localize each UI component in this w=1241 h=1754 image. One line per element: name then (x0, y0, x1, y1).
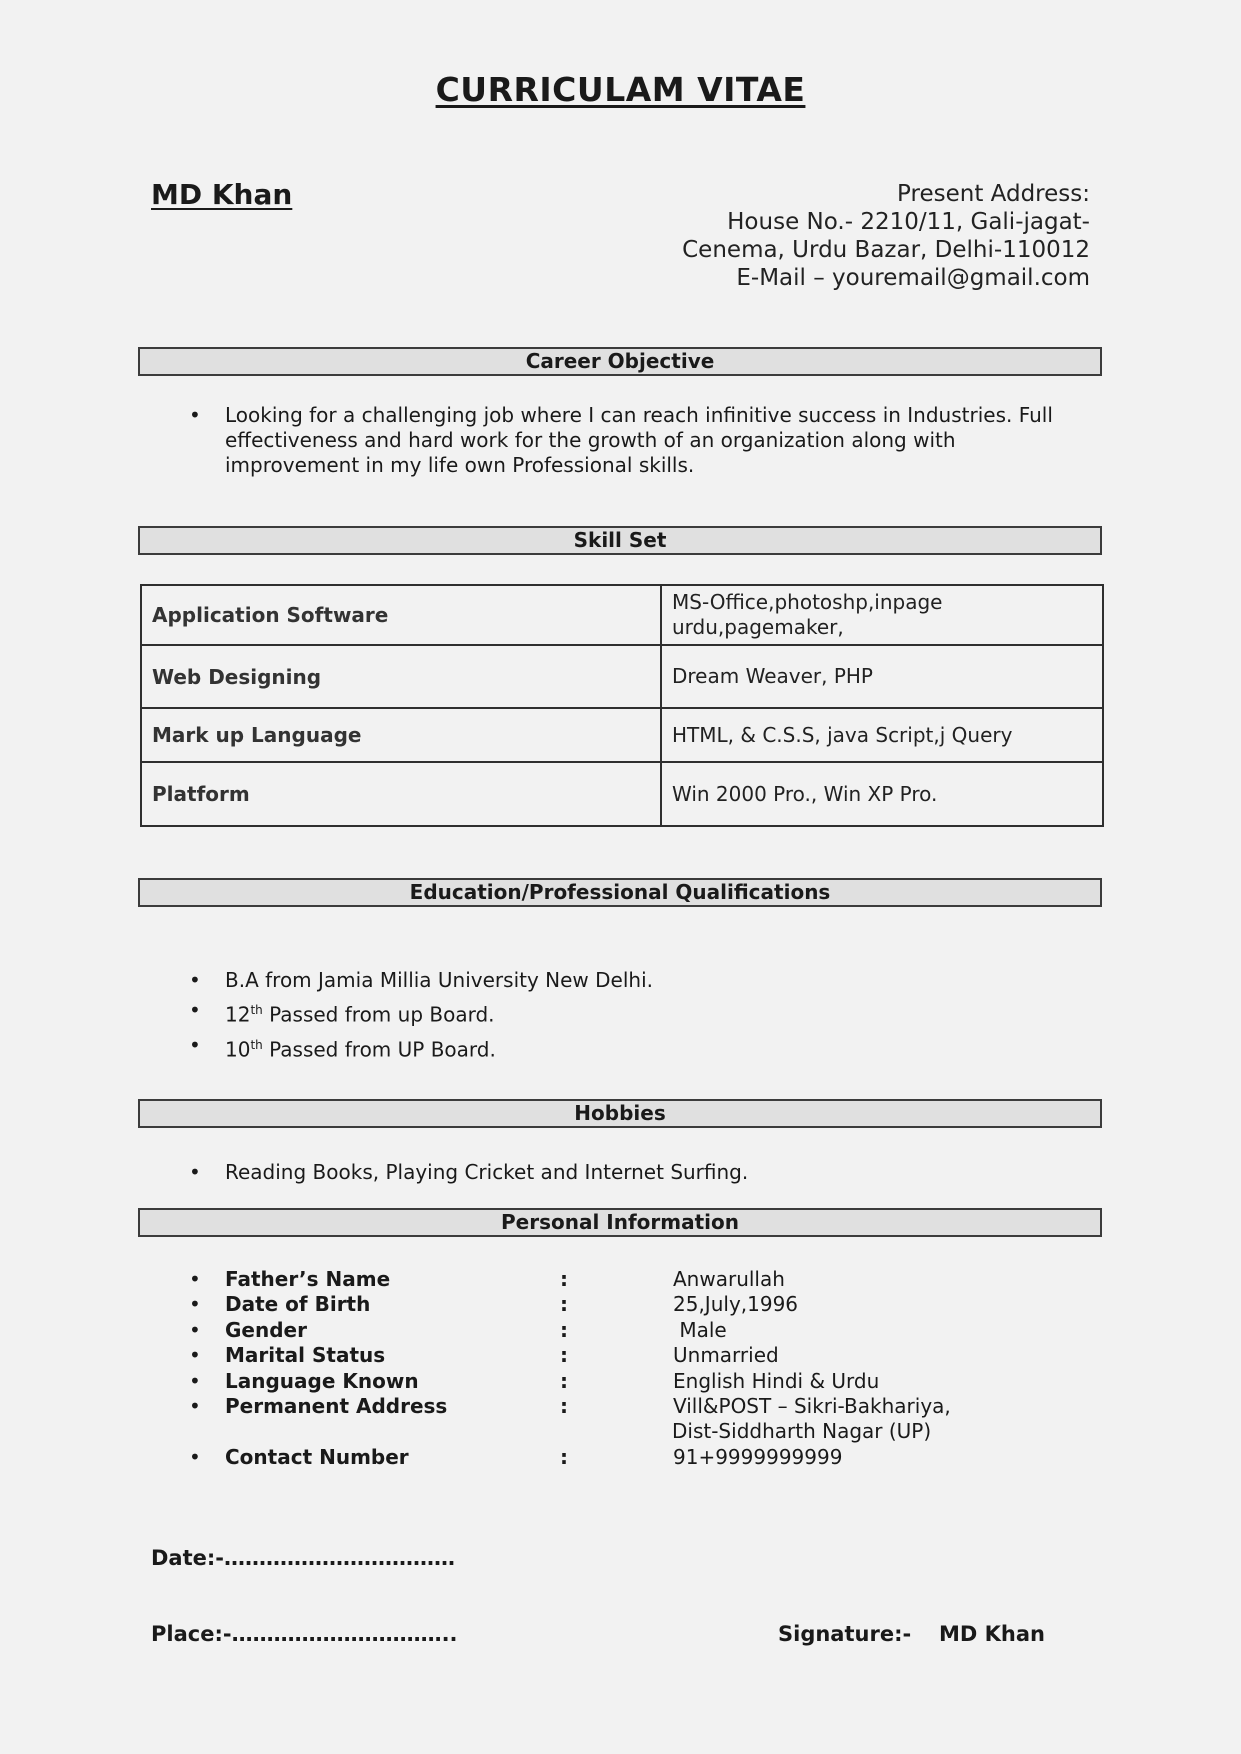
section-skill-set: Skill Set (138, 526, 1102, 555)
ordinal-suffix: th (250, 1037, 263, 1052)
section-career-objective: Career Objective (138, 347, 1102, 376)
hobbies-list (189, 1159, 749, 1185)
info-label: Contact Number (225, 1444, 409, 1469)
list-item (189, 995, 653, 1030)
bullet-icon: • (189, 1343, 201, 1368)
education-list (189, 965, 653, 1064)
section-hobbies: Hobbies (138, 1099, 1102, 1128)
skill-value: Dream Weaver, PHP (661, 645, 1103, 708)
signature-label: Signature:- (778, 1622, 912, 1646)
info-label: Language Known (225, 1368, 419, 1393)
info-label: Date of Birth (225, 1292, 371, 1317)
ordinal-suffix: th (250, 1003, 263, 1017)
info-label: Permanent Address (225, 1393, 448, 1418)
info-value: Anwarullah (673, 1267, 785, 1291)
present-address (682, 180, 1090, 292)
info-value: English Hindi & Urdu (673, 1368, 880, 1393)
section-personal-information: Personal Information (138, 1208, 1102, 1237)
list-item (189, 403, 1085, 478)
info-colon: : (560, 1393, 568, 1418)
career-objective-text: Looking for a challenging job where I can reach infinitive success in Industries. Full effectiveness and hard work for the growth of an organization along with improvement in my life own Professional skills. (225, 403, 1053, 477)
info-value-line-2: Dist-Siddharth Nagar (UP) (672, 1419, 932, 1444)
bullet-icon: • (189, 1160, 201, 1184)
info-value: 25,July,1996 (673, 1292, 799, 1317)
skill-label: Mark up Language (141, 708, 661, 762)
skill-value: MS-Office,photoshp,inpage urdu,pagemaker, (661, 585, 1103, 645)
info-value: 91+9999999999 (673, 1444, 843, 1469)
address-email: E-Mail – youremail@gmail.com (736, 265, 1090, 291)
address-line-2: Cenema, Urdu Bazar, Delhi-110012 (682, 237, 1090, 263)
education-text: B.A from Jamia Millia University New Delhi. (225, 968, 653, 992)
skill-label: Application Software (141, 585, 661, 645)
address-heading: Present Address: (897, 181, 1090, 207)
list-item (189, 1159, 749, 1185)
career-objective-list (189, 403, 1085, 478)
education-text: Passed from up Board. (262, 1002, 495, 1027)
address-line-1: House No.- 2210/11, Gali-jagat- (727, 209, 1090, 235)
place-field: Place:-………………………….. (151, 1622, 458, 1646)
bullet-icon: • (189, 1292, 201, 1317)
info-value: Vill&POST – Sikri-Bakhariya, (673, 1393, 951, 1418)
education-text: 10 (225, 1037, 251, 1062)
info-colon: : (560, 1292, 568, 1317)
info-value: Male (673, 1317, 727, 1342)
list-item (189, 1030, 653, 1065)
hobbies-text: Reading Books, Playing Cricket and Internet Surfing. (225, 1160, 749, 1184)
info-colon: : (560, 1444, 568, 1469)
bullet-icon: • (189, 1317, 201, 1342)
table-row (141, 585, 1103, 645)
skill-value: Win 2000 Pro., Win XP Pro. (661, 762, 1103, 826)
bullet-icon: • (189, 1032, 201, 1057)
info-label: Marital Status (225, 1343, 386, 1368)
info-colon: : (560, 1368, 568, 1393)
date-field: Date:-…………………………… (151, 1546, 455, 1570)
bullet-icon: • (189, 1368, 201, 1393)
education-text: Passed from UP Board. (262, 1037, 496, 1062)
skill-value: HTML, & C.S.S, java Script,j Query (661, 708, 1103, 762)
info-label: Father’s Name (225, 1267, 391, 1291)
section-education: Education/Professional Qualifications (138, 878, 1102, 907)
bullet-icon: • (189, 1393, 201, 1418)
skill-label: Web Designing (141, 645, 661, 708)
skills-table (140, 584, 1104, 827)
bullet-icon: • (189, 403, 201, 427)
table-row (141, 708, 1103, 762)
signature-name: MD Khan (939, 1622, 1045, 1646)
list-item (189, 965, 653, 995)
document-title: CURRICULAM VITAE (435, 70, 806, 109)
bullet-icon: • (189, 1444, 201, 1469)
education-text: 12 (225, 1002, 251, 1027)
bullet-icon: • (189, 998, 201, 1022)
info-colon: : (560, 1317, 568, 1342)
info-value: Unmarried (673, 1343, 779, 1368)
candidate-name: MD Khan (151, 178, 293, 211)
bullet-icon: • (189, 968, 201, 992)
info-colon: : (560, 1267, 568, 1291)
skill-label: Platform (141, 762, 661, 826)
info-colon: : (560, 1343, 568, 1368)
info-label: Gender (225, 1317, 307, 1342)
table-row (141, 762, 1103, 826)
table-row (141, 645, 1103, 708)
bullet-icon: • (189, 1267, 201, 1291)
